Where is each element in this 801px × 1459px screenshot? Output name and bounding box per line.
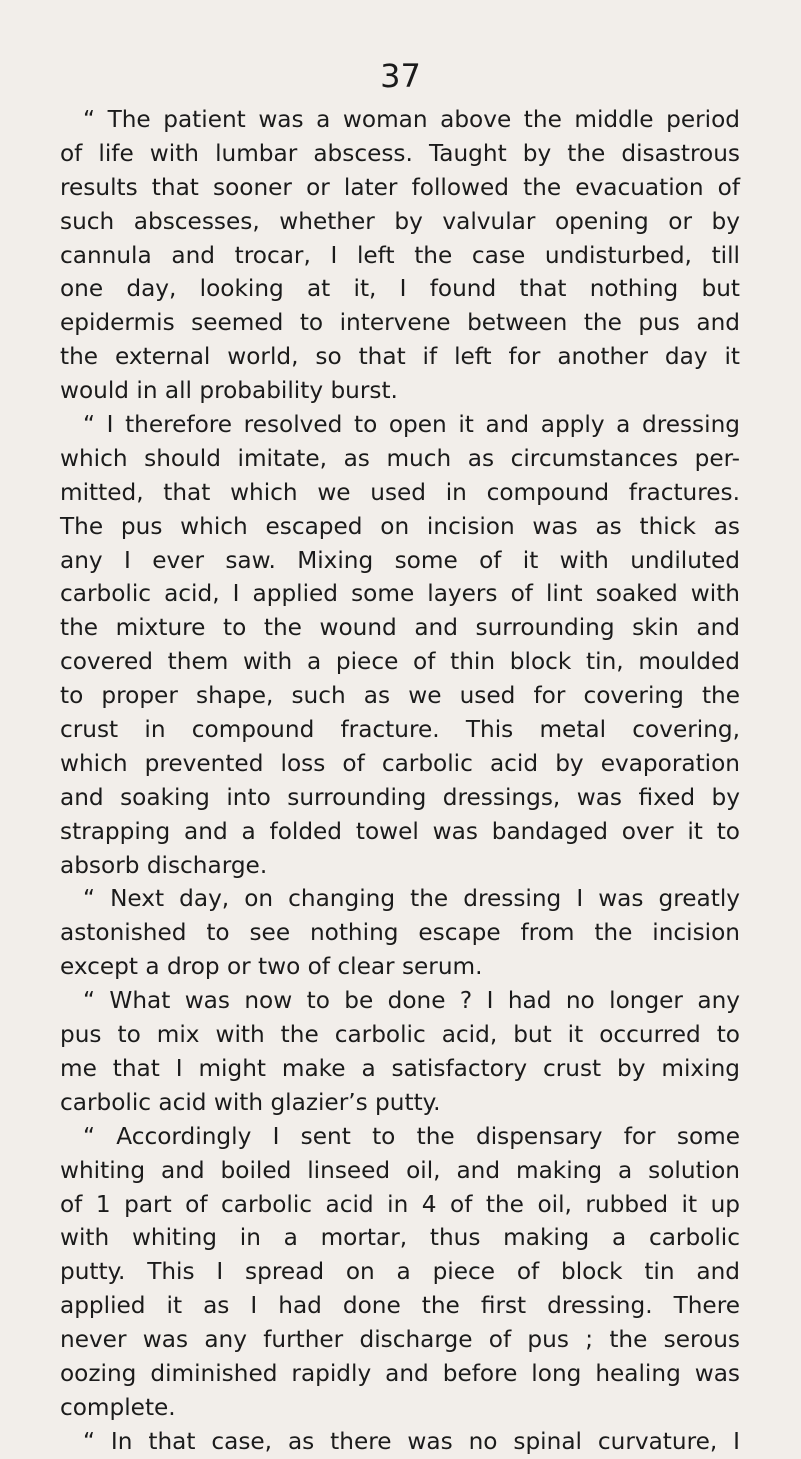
text-line: pus to mix with the carbolic acid, but it occurred to [60, 1021, 740, 1049]
text-line: “ Accordingly I sent to the dispensary for some [83, 1122, 740, 1150]
text-line: putty. This I spread on a piece of block tin and [60, 1258, 740, 1286]
text-line: strapping and a folded towel was bandaged over it to [60, 817, 740, 845]
text-line: The pus which escaped on incision was as thick as [60, 512, 740, 540]
text-line: “ The patient was a woman above the middle period [83, 106, 740, 133]
text-line: “ What was now to be done ? I had no longer any [83, 987, 740, 1015]
text-line: such abscesses, whether by valvular opening or by [60, 207, 740, 235]
text-line: crust in compound fracture. This metal covering, [60, 716, 740, 744]
text-line: with whiting in a mortar, thus making a carbolic [60, 1224, 740, 1252]
text-line: of 1 part of carbolic acid in 4 of the oil, rubbed it up [60, 1190, 740, 1218]
text-line: except a drop or two of clear serum. [60, 953, 483, 981]
text-line: astonished to see nothing escape from the incision [60, 919, 740, 947]
text-line: “ In that case, as there was no spinal curvature, I [83, 1427, 740, 1455]
text-line: any I ever saw. Mixing some of it with undiluted [60, 546, 740, 574]
text-line: carbolic acid with glazier’s putty. [60, 1088, 441, 1116]
text-line: never was any further discharge of pus ; the serous [60, 1326, 740, 1354]
text-line: epidermis seemed to intervene between the pus and [60, 309, 740, 337]
text-line: the mixture to the wound and surrounding skin and [60, 614, 740, 642]
text-line: complete. [60, 1393, 176, 1421]
text-line: oozing diminished rapidly and before long healing was [60, 1359, 740, 1387]
text-line: whiting and boiled linseed oil, and making a solution [60, 1156, 740, 1184]
body-text [60, 103, 740, 1459]
page-number: 37 [380, 57, 421, 95]
text-line: covered them with a piece of thin block tin, moulded [60, 648, 740, 676]
text-line: which prevented loss of carbolic acid by evaporation [60, 749, 740, 777]
text-line: one day, looking at it, I found that nothing but [60, 275, 740, 303]
text-line: to proper shape, such as we used for covering the [60, 682, 740, 710]
text-line: and soaking into surrounding dressings, was fixed by [60, 783, 740, 811]
text-line: absorb discharge. [60, 851, 268, 879]
text-line: of life with lumbar abscess. Taught by the disastrous [60, 139, 740, 167]
text-line: “ I therefore resolved to open it and apply a dressing [83, 411, 740, 439]
text-line: me that I might make a satisfactory crust by mixing [60, 1054, 740, 1082]
text-line: results that sooner or later followed the evacuation of [60, 173, 740, 201]
text-line: mitted, that which we used in compound fractures. [60, 478, 740, 506]
text-line: carbolic acid, I applied some layers of lint soaked with [60, 580, 740, 608]
text-line: the external world, so that if left for another day it [60, 343, 740, 371]
text-line: “ Next day, on changing the dressing I was greatly [83, 885, 740, 913]
text-line: cannula and trocar, I left the case undisturbed, till [60, 241, 740, 269]
text-line: applied it as I had done the first dressing. There [60, 1292, 740, 1320]
text-line: which should imitate, as much as circumstances per- [60, 444, 740, 472]
text-line: would in all probability burst. [60, 377, 398, 405]
